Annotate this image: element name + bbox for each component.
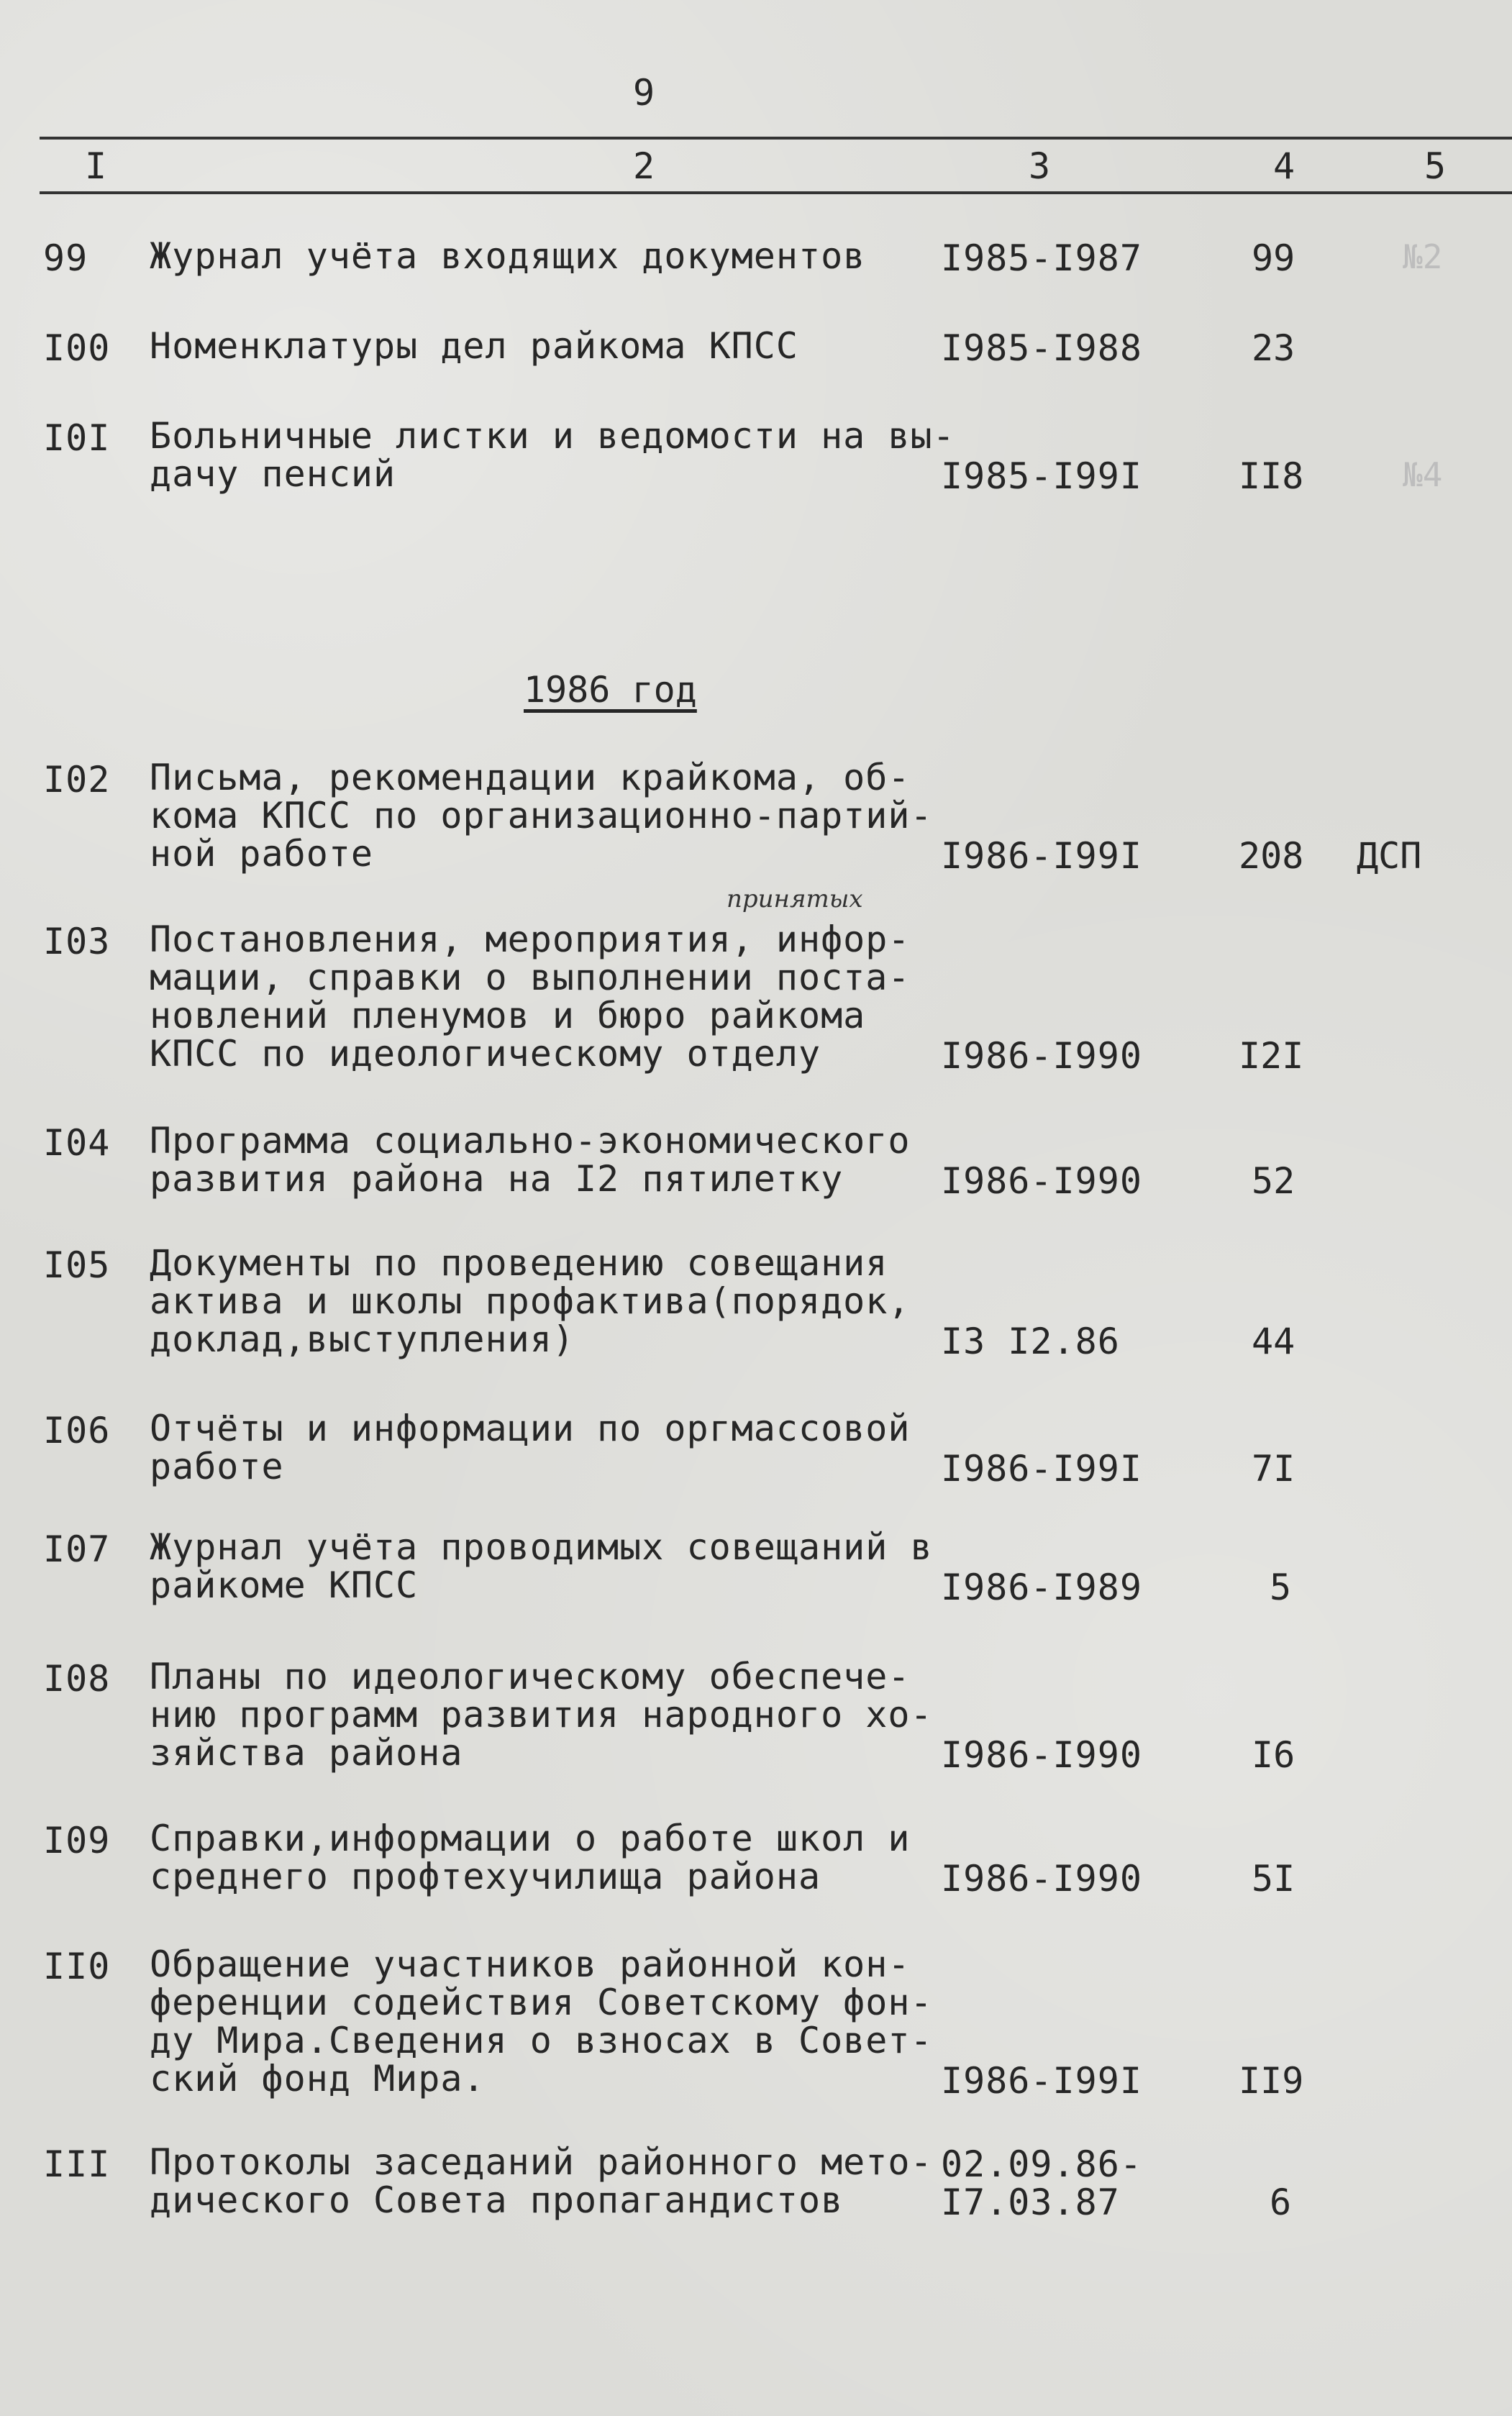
- entry-title-line: работе: [150, 1446, 284, 1487]
- entry-title-line: Больничные листки и ведомости на вы-: [150, 415, 955, 457]
- entry-dates: I986-I989: [941, 1567, 1142, 1608]
- entry-dates: I985-I988: [941, 327, 1142, 369]
- entry-title-line: новлений пленумов и бюро райкома: [150, 995, 866, 1036]
- entry-sheet-count: 23: [1252, 327, 1295, 369]
- entry-number: III: [43, 2143, 111, 2185]
- entry-title: [150, 327, 798, 365]
- entry-number: I08: [43, 1658, 111, 1700]
- column-header-dates: 3: [1029, 145, 1051, 187]
- entry-number: 99: [43, 237, 88, 279]
- entry-title-line: нию программ развития народного хо-: [150, 1694, 933, 1736]
- header-bottom-rule: [40, 191, 1512, 194]
- entry-title-line: Отчёты и информации по оргмассовой: [150, 1408, 911, 1449]
- entry-title-line: ский фонд Мира.: [150, 2058, 486, 2100]
- entry-number: I00: [43, 327, 111, 369]
- entry-note: №2: [1403, 237, 1443, 276]
- entry-note: ДСП: [1357, 835, 1422, 877]
- header-top-rule: [40, 137, 1512, 140]
- entry-title-line: КПСС по идеологическому отделу: [150, 1033, 821, 1075]
- entry-dates: I986-I99I: [941, 835, 1142, 877]
- entry-sheet-count: II8: [1239, 455, 1304, 497]
- entry-dates: I986-I990: [941, 1160, 1142, 1202]
- entry-title-line: Письма, рекомендации крайкома, об-: [150, 757, 911, 798]
- entry-dates: I985-I987: [941, 237, 1142, 279]
- entry-title: [150, 1820, 911, 1896]
- entry-title-line: Обращение участников районной кон-: [150, 1943, 911, 1985]
- entry-title-line: ду Мира.Сведения о взносах в Совет-: [150, 2020, 933, 2061]
- entry-title: [150, 237, 865, 275]
- entry-dates: I986-I990: [941, 1734, 1142, 1776]
- entry-number: II0: [43, 1946, 111, 1987]
- entry-sheet-count: 52: [1252, 1160, 1295, 1202]
- entry-title-line: Документы по проведению совещания: [150, 1242, 888, 1284]
- entry-title-line: среднего профтехучилища района: [150, 1856, 821, 1897]
- entry-sheet-count: 7I: [1252, 1448, 1295, 1490]
- entry-title-line: дачу пенсий: [150, 453, 396, 495]
- entry-sheet-count: I2I: [1239, 1035, 1304, 1077]
- entry-title-line: райкоме КПСС: [150, 1564, 419, 1606]
- entry-dates: I986-I99I: [941, 2060, 1142, 2102]
- entry-dates: I7.03.87: [941, 2182, 1120, 2223]
- entry-title: [150, 1244, 911, 1359]
- entry-title: [150, 759, 933, 873]
- column-header-notes: 5: [1424, 145, 1447, 187]
- entry-sheet-count: 6: [1270, 2182, 1292, 2223]
- entry-dates: I986-I990: [941, 1035, 1142, 1077]
- entry-title-line: Постановления, мероприятия, инфор-: [150, 918, 911, 960]
- entry-title-line: Номенклатуры дел райкома КПСС: [150, 325, 798, 367]
- entry-title-line: зяйства района: [150, 1732, 463, 1774]
- entry-sheet-count: 208: [1239, 835, 1304, 877]
- section-heading: 1986 год: [524, 669, 697, 711]
- entry-sheet-count: 44: [1252, 1321, 1295, 1362]
- entry-number: I02: [43, 759, 111, 801]
- entry-number: I04: [43, 1122, 111, 1164]
- entry-sheet-count: 5: [1270, 1567, 1292, 1608]
- entry-title-line: Программа социально-экономического: [150, 1120, 911, 1162]
- column-header-title: 2: [633, 145, 655, 187]
- entry-title: [150, 1410, 911, 1486]
- entry-dates: I986-I990: [941, 1858, 1142, 1900]
- entry-title-line: Журнал учёта входящих документов: [150, 235, 866, 277]
- entry-dates: I3 I2.86: [941, 1321, 1120, 1362]
- entry-dates: 02.09.86-: [941, 2143, 1142, 2185]
- entry-sheet-count: I6: [1252, 1734, 1295, 1776]
- entry-title: [150, 2143, 933, 2220]
- page-number: 9: [633, 72, 655, 114]
- entry-title-line: кома КПСС по организационно-партий-: [150, 795, 933, 837]
- entry-dates: I986-I99I: [941, 1448, 1142, 1490]
- entry-number: I05: [43, 1244, 111, 1286]
- column-header-number: I: [85, 145, 107, 187]
- entry-title: [150, 1528, 933, 1605]
- entry-number: I03: [43, 921, 111, 962]
- entry-title-line: Справки,информации о работе школ и: [150, 1818, 911, 1859]
- entry-title-line: ной работе: [150, 833, 374, 875]
- column-header-sheets: 4: [1273, 145, 1295, 187]
- entry-title: [150, 918, 911, 1075]
- entry-sheet-count: II9: [1239, 2060, 1304, 2102]
- entry-number: I0I: [43, 417, 111, 459]
- entry-title-line: ференции содействия Советскому фон-: [150, 1982, 933, 2023]
- entry-number: I07: [43, 1528, 111, 1570]
- entry-dates: I985-I99I: [941, 455, 1142, 497]
- entry-title-line: Протоколы заседаний районного мето-: [150, 2141, 933, 2183]
- entry-sheet-count: 99: [1252, 237, 1295, 279]
- entry-title-line: дического Совета пропагандистов: [150, 2179, 844, 2221]
- entry-title: [150, 1658, 933, 1772]
- entry-title: [150, 1122, 911, 1198]
- entry-title: [150, 1943, 933, 2100]
- entry-number: I09: [43, 1820, 111, 1861]
- entry-title-line: мации, справки о выполнении поста-: [150, 957, 911, 998]
- entry-title-line: развития района на I2 пятилетку: [150, 1158, 844, 1200]
- entry-title-line: Планы по идеологическому обеспече-: [150, 1656, 911, 1697]
- entry-number: I06: [43, 1410, 111, 1451]
- handwritten-insertion: принятых: [727, 885, 863, 913]
- entry-note: №4: [1403, 455, 1443, 494]
- entry-sheet-count: 5I: [1252, 1858, 1295, 1900]
- entry-title-line: актива и школы профактива(порядок,: [150, 1280, 911, 1322]
- entry-title-line: Журнал учёта проводимых совещаний в: [150, 1526, 933, 1568]
- entry-title: [150, 417, 955, 493]
- entry-title-line: доклад,выступления): [150, 1318, 575, 1360]
